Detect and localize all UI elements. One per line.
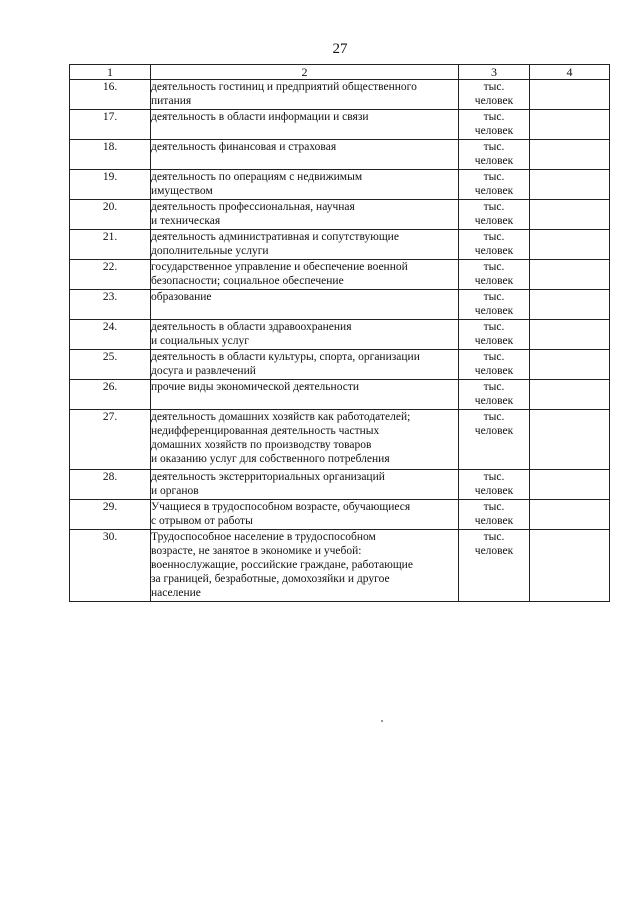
unit-cell [459,260,530,290]
unit-text: тыс. [483,381,505,393]
activity-name-line: дополнительные услуги [151,245,269,257]
unit-text: человек [474,305,514,317]
activity-name [151,500,459,530]
table-row [70,320,610,350]
activity-name-line: имуществом [151,185,213,197]
activity-name-line: деятельность административная и сопутствующие [151,231,399,243]
row-number: 28. [70,470,151,500]
table-row [70,230,610,260]
value-cell [530,410,610,470]
unit-text: тыс. [483,81,505,93]
unit-cell [459,110,530,140]
row-number: 20. [70,200,151,230]
row-number: 27. [70,410,151,470]
activity-name [151,290,459,320]
activity-name [151,140,459,170]
unit-cell [459,530,530,602]
header-col-1: 1 [70,65,151,80]
activity-name-line: образование [151,291,212,303]
activity-name [151,170,459,200]
unit-text: человек [474,245,514,257]
unit-cell [459,380,530,410]
header-col-3: 3 [459,65,530,80]
activity-name-line: досуга и развлечений [151,365,256,377]
table-row [70,350,610,380]
unit-text: тыс. [483,111,505,123]
value-cell [530,380,610,410]
unit-text: тыс. [483,261,505,273]
unit-text: тыс. [483,291,505,303]
row-number: 19. [70,170,151,200]
unit-cell [459,500,530,530]
unit-cell [459,290,530,320]
unit-text: человек [474,95,514,107]
row-number: 18. [70,140,151,170]
table-row [70,500,610,530]
value-cell [530,530,610,602]
value-cell [530,80,610,110]
activity-name [151,470,459,500]
unit-text: тыс. [483,171,505,183]
table-row [70,140,610,170]
unit-text: тыс. [483,531,505,543]
unit-text: человек [474,545,514,557]
activity-name-line: военнослужащие, российские граждане, работающие [151,559,413,571]
activity-name-line: и оказанию услуг для собственного потребления [151,453,390,465]
activity-name-line: население [151,587,201,599]
page-number: 27 [332,41,348,57]
activity-name-line: Трудоспособное население в трудоспособном [151,531,376,543]
row-number: 16. [70,80,151,110]
unit-text: тыс. [483,501,505,513]
value-cell [530,260,610,290]
row-number: 26. [70,380,151,410]
unit-text: человек [474,395,514,407]
activity-name-line: возрасте, не занятое в экономике и учебой: [151,545,362,557]
value-cell [530,110,610,140]
activity-name [151,110,459,140]
unit-text: человек [474,125,514,137]
activity-name-line: деятельность в области здравоохранения [151,321,352,333]
row-number: 25. [70,350,151,380]
unit-text: человек [474,515,514,527]
header-row [70,65,610,80]
activity-name-line: домашних хозяйств по производству товаров [151,439,372,451]
table-row [70,170,610,200]
activity-name-line: деятельность гостиниц и предприятий общественного [151,81,417,93]
value-cell [530,200,610,230]
row-number: 23. [70,290,151,320]
unit-text: человек [474,275,514,287]
table-body [70,80,610,602]
unit-text: тыс. [483,321,505,333]
unit-text: человек [474,365,514,377]
row-number: 22. [70,260,151,290]
value-cell [530,140,610,170]
value-cell [530,500,610,530]
value-cell [530,470,610,500]
activity-name-line: деятельность экстерриториальных организаций [151,471,385,483]
unit-text: человек [474,485,514,497]
row-number: 17. [70,110,151,140]
activity-name [151,80,459,110]
unit-cell [459,410,530,470]
header-col-4: 4 [530,65,610,80]
unit-text: тыс. [483,141,505,153]
table-row [70,410,610,470]
activity-name-line: с отрывом от работы [151,515,253,527]
unit-cell [459,140,530,170]
value-cell [530,290,610,320]
employment-table [69,64,610,602]
unit-text: тыс. [483,351,505,363]
row-number: 21. [70,230,151,260]
header-col-2: 2 [151,65,459,80]
unit-text: человек [474,215,514,227]
activity-name-line: деятельность домашних хозяйств как работодателей; [151,411,411,423]
activity-name [151,230,459,260]
activity-name [151,530,459,602]
activity-name [151,320,459,350]
unit-cell [459,80,530,110]
activity-name-line: недифференцированная деятельность частных [151,425,380,437]
activity-name-line: питания [151,95,192,107]
row-number: 30. [70,530,151,602]
activity-name-line: за границей, безработные, домохозяйки и другое [151,573,390,585]
table-row [70,200,610,230]
unit-text: человек [474,335,514,347]
unit-text: человек [474,425,514,437]
value-cell [530,350,610,380]
activity-name [151,260,459,290]
unit-text: тыс. [483,231,505,243]
unit-cell [459,170,530,200]
unit-text: тыс. [483,471,505,483]
row-number: 29. [70,500,151,530]
scan-speck [381,720,383,722]
unit-text: человек [474,155,514,167]
activity-name-line: и органов [151,485,199,497]
activity-name-line: и социальных услуг [151,335,249,347]
activity-name-line: деятельность по операциям с недвижимым [151,171,363,183]
activity-name-line: деятельность профессиональная, научная [151,201,355,213]
table-row [70,290,610,320]
activity-name [151,380,459,410]
table-row [70,380,610,410]
table-row [70,80,610,110]
unit-text: тыс. [483,201,505,213]
activity-name-line: прочие виды экономической деятельности [151,381,360,393]
unit-cell [459,470,530,500]
value-cell [530,230,610,260]
unit-cell [459,230,530,260]
activity-name [151,200,459,230]
activity-name-line: безопасности; социальное обеспечение [151,275,344,287]
activity-name-line: деятельность финансовая и страховая [151,141,337,153]
unit-cell [459,320,530,350]
table-row [70,470,610,500]
value-cell [530,320,610,350]
activity-name-line: Учащиеся в трудоспособном возрасте, обучающиеся [151,501,411,513]
unit-text: человек [474,185,514,197]
unit-cell [459,200,530,230]
activity-name-line: деятельность в области информации и связи [151,111,369,123]
activity-name-line: деятельность в области культуры, спорта, организации [151,351,420,363]
unit-cell [459,350,530,380]
value-cell [530,170,610,200]
row-number: 24. [70,320,151,350]
table-row [70,530,610,602]
unit-text: тыс. [483,411,505,423]
activity-name [151,410,459,470]
table-row [70,110,610,140]
activity-name-line: государственное управление и обеспечение военной [151,261,408,273]
table-row [70,260,610,290]
activity-name [151,350,459,380]
activity-name-line: и техническая [151,215,221,227]
